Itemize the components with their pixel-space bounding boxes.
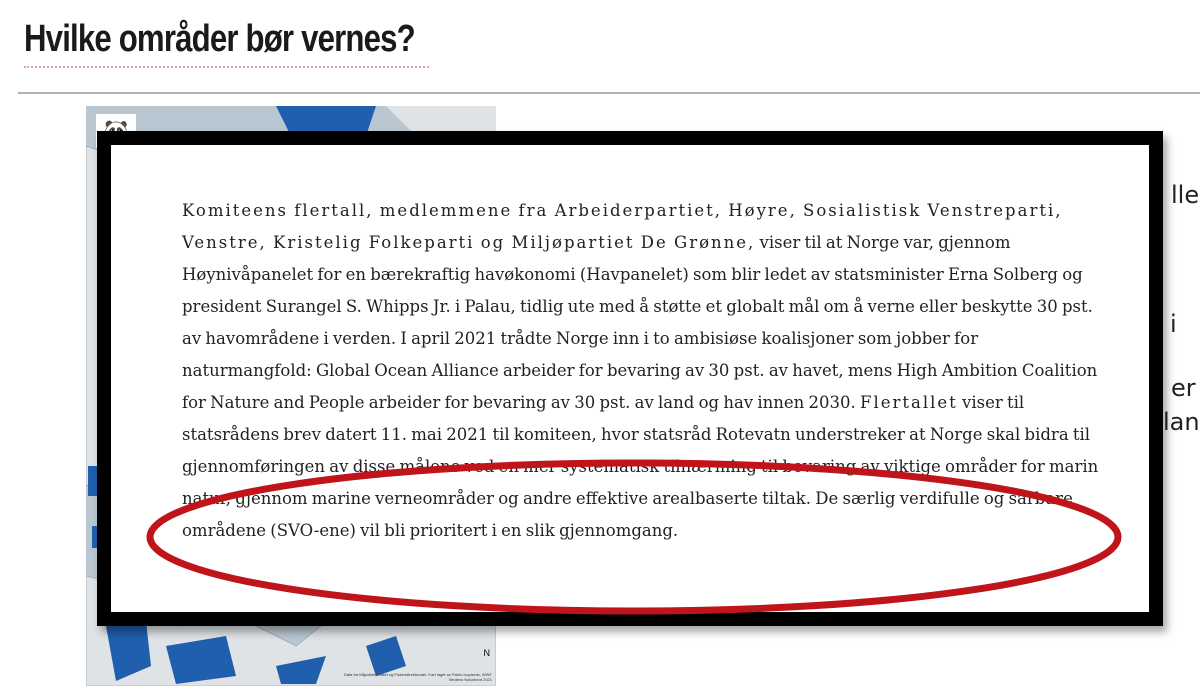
side-text-fragment: er xyxy=(1171,374,1196,402)
majority-keyword: Flertallet xyxy=(860,393,958,412)
side-text-fragment: i xyxy=(1170,310,1177,338)
side-text-fragment: lle xyxy=(1171,181,1200,209)
quote-part-2: viser til statsrådens brev datert 11. mai 2021 til komiteen, hvor statsråd Rotevatn understreker at Norge skal bidra til gjennomføringen av disse målene ved en mer systematisk tilnærming til bevaring av viktige områder for marin natur, gjennom marine verneområder og andre effektive arealbaserte tiltak. De særlig verdifulle og sårbare områdene (SVO-ene) vil bli prioritert i en slik gjennomgang. xyxy=(182,393,1099,540)
compass-north-icon: N xyxy=(483,648,490,658)
quote-part-1: viser til at Norge var, gjennom Høynivåpanelet for en bærekraftig havøkonomi (Havpanelet) som blir ledet av statsminister Erna Solberg og president Surangel S. Whipps Jr. i Palau, tidlig ute med å støtte et globalt mål om å verne eller beskytte 30 pst. av havområdene i verden. I april 2021 trådte Norge inn i to ambisiøse koalisjoner som jobber for naturmangfold: Global Ocean Alliance arbeider for bevaring av 30 pst. av havet, mens High Ambition Coalition for Nature and People arbeider for bevaring av 30 pst. av land og hav innen 2030. xyxy=(182,233,1098,412)
spellcheck-underline xyxy=(24,64,429,68)
quote-panel xyxy=(111,145,1149,612)
committee-quote xyxy=(182,195,1107,547)
quote-frame xyxy=(97,131,1163,626)
map-credit: Data fra Miljødirektoratet og Fiskeridirektoratet. Kart laget av Pablo Izquierdo, WWF Verdens Naturfond 2021 xyxy=(343,672,492,682)
slide-title: Hvilke områder bør vernes? xyxy=(24,18,415,60)
title-divider xyxy=(18,92,1200,94)
committee-majority-lead: Komiteens flertall, medlemmene fra Arbeiderpartiet, Høyre, Sosialistisk Venstreparti, Venstre, Kristelig Folkeparti og Miljøpartiet De Grønne, xyxy=(182,201,1063,252)
side-text-fragment: lan xyxy=(1163,408,1200,436)
